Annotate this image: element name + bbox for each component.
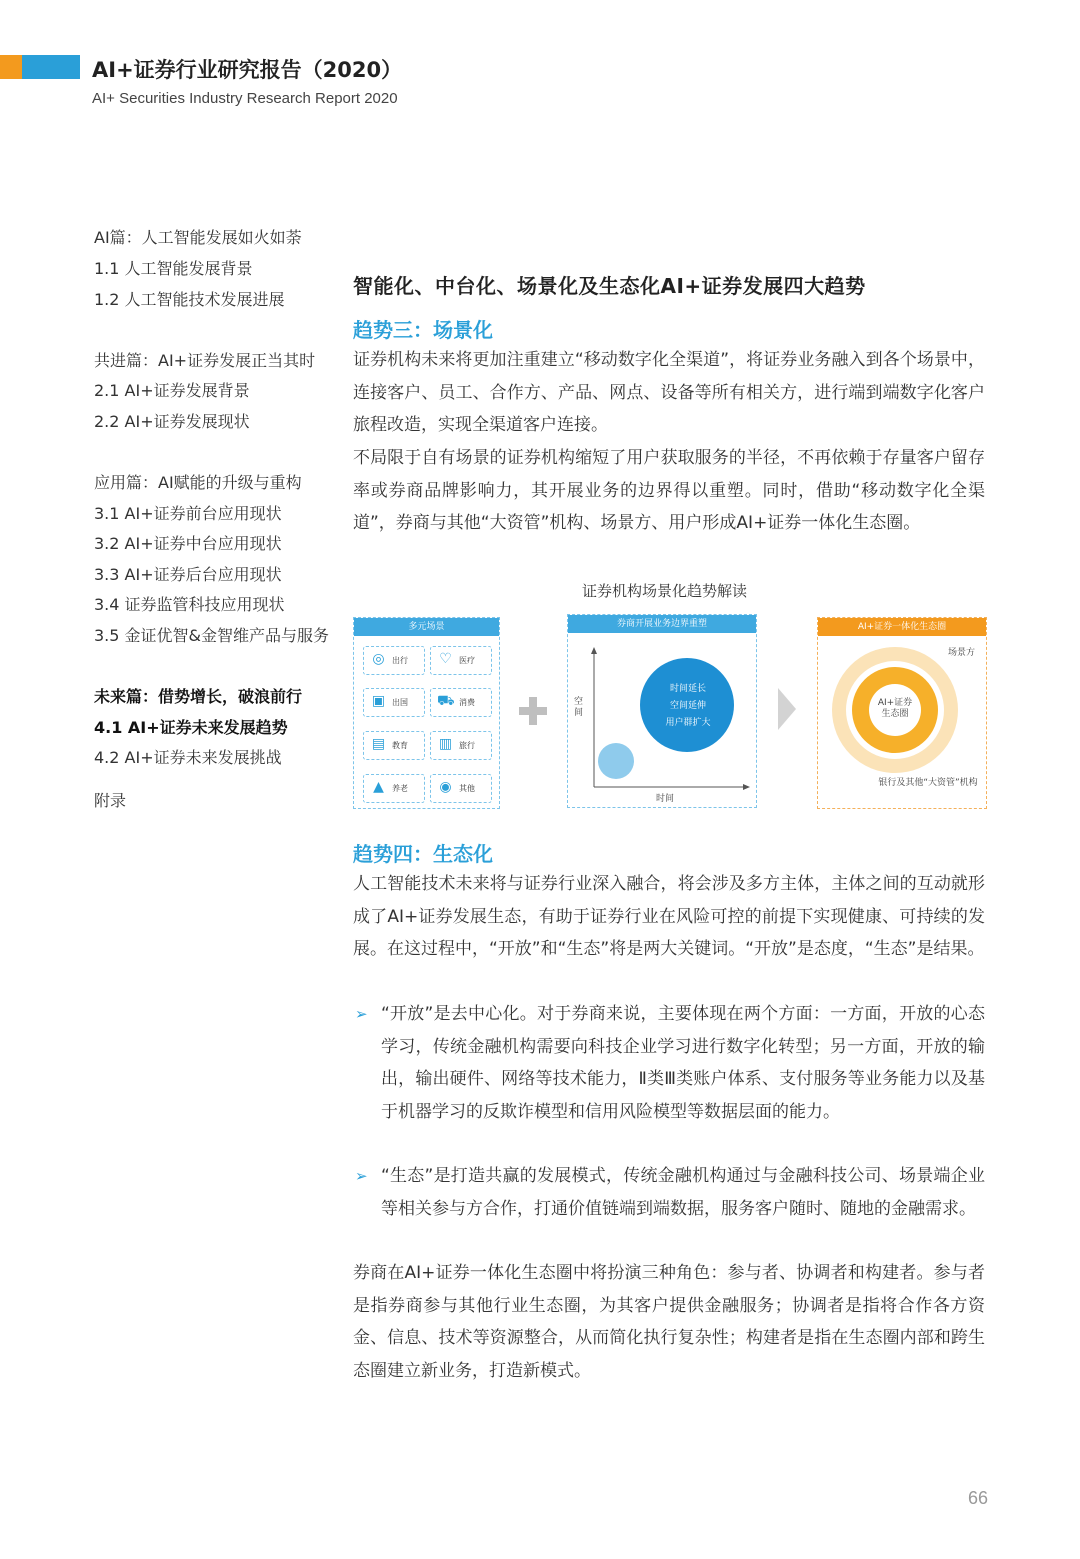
bottom-label: 银行及其他“大资管”机构	[878, 778, 978, 788]
section-title: 智能化、中台化、场景化及生态化AI+证券发展四大趋势	[353, 274, 866, 298]
toc-item[interactable]: 2.1 AI+证券发展背景	[94, 381, 250, 400]
trend3-paragraph-2: 不局限于自有场景的证券机构缩短了用户获取服务的半径，不再依赖于存量客户留存率或券商品牌影响力，其开展业务的边界得以重塑。同时，借助“移动数字化全渠道”，券商与其他“大资管”机构、场景方、用户形成AI+证券一体化生态圈。	[353, 448, 985, 533]
ecosystem-panel-header: AI+证券一体化生态圈	[818, 618, 986, 636]
small-bubble	[598, 743, 634, 779]
scene-tile	[430, 774, 492, 803]
y-axis-arrow-icon	[591, 647, 597, 654]
scene-label: 出国	[392, 698, 408, 707]
scene-label: 旅行	[459, 741, 475, 750]
toc-item[interactable]: 3.2 AI+证券中台应用现状	[94, 534, 282, 553]
toc-item[interactable]: 4.2 AI+证券未来发展挑战	[94, 748, 282, 767]
arrow-bullet-icon: ➢	[355, 1005, 368, 1023]
scenes-panel	[353, 617, 500, 809]
header-orange-bar	[0, 55, 22, 79]
report-subtitle: AI+ Securities Industry Research Report 2020	[92, 90, 398, 107]
scene-tile	[430, 688, 492, 717]
trend3-heading: 趋势三：场景化	[353, 318, 493, 342]
bullet-open	[353, 998, 985, 1128]
toc-item[interactable]: 共进篇：AI+证券发展正当其时	[94, 351, 316, 370]
toc-item[interactable]: 3.5 金证优智&金智维产品与服务	[94, 626, 330, 645]
header-blue-bar	[22, 55, 80, 79]
report-title: AI+证券行业研究报告（2020）	[92, 58, 403, 82]
diagram-title: 证券机构场景化趋势解读	[582, 582, 748, 600]
scene-label: 出行	[392, 656, 408, 665]
x-axis-arrow-icon	[743, 784, 750, 790]
bubble-line: 时间延长	[669, 684, 706, 694]
toc-item-appendix[interactable]: 附录	[94, 791, 127, 810]
bullet-ecology	[353, 1160, 985, 1225]
y-axis-label: 空间	[574, 697, 584, 718]
scene-label: 教育	[392, 741, 408, 750]
trend4-paragraph-1: 人工智能技术未来将与证券行业深入融合，将会涉及多方主体，主体之间的互动就形成了AI+证券发展生态，有助于证券行业在风险可控的前提下实现健康、可持续的发展。在这过程中，“开放”和“生态”将是两大关键词。“开放”是态度，“生态”是结果。	[353, 874, 985, 959]
bullet-open-text: “开放”是去中心化。对于券商来说，主要体现在两个方面：一方面，开放的心态学习，传统金融机构需要向科技企业学习进行数字化转型；另一方面，开放的输出，输出硬件、网络等技术能力，Ⅱ类Ⅲ类账户体系、支付服务等业务能力以及基于机器学习的反欺诈模型和信用风险模型等数据层面的能力。	[381, 1004, 985, 1122]
toc-item[interactable]: 2.2 AI+证券发展现状	[94, 412, 250, 431]
bubble-line: 空间延伸	[669, 701, 706, 711]
luggage-icon: ▥	[438, 736, 453, 752]
scene-tile	[363, 646, 425, 675]
toc-item[interactable]: 3.1 AI+证券前台应用现状	[94, 504, 282, 523]
trend3-paragraph-1: 证券机构未来将更加注重建立“移动数字化全渠道”，将证券业务融入到各个场景中，连接客户、员工、合作方、产品、网点、设备等所有相关方，进行端到端数字化客户旅程改造，实现全渠道客户连接。	[353, 350, 985, 435]
mountain-icon: ▲	[373, 779, 384, 795]
circle-icon: ◉	[439, 779, 452, 795]
toc-item[interactable]: AI篇：人工智能发展如火如荼	[94, 228, 302, 247]
plus-icon	[519, 697, 547, 725]
scene-label: 消费	[459, 698, 475, 707]
scene-tile	[363, 731, 425, 760]
bubble-line: 用户群扩大	[665, 718, 711, 728]
scene-tile	[430, 731, 492, 760]
arrow-bullet-icon: ➢	[355, 1167, 368, 1185]
toc-item-current-part[interactable]: 未来篇：借势增长，破浪前行	[94, 687, 303, 706]
ecosystem-panel	[817, 617, 987, 809]
toc-item[interactable]: 3.4 证券监管科技应用现状	[94, 595, 285, 614]
scene-label: 养老	[392, 784, 408, 793]
toc-item-current[interactable]: 4.1 AI+证券未来发展趋势	[94, 718, 288, 737]
boundary-panel	[567, 614, 757, 808]
page-number: 66	[968, 1488, 989, 1508]
chevron-right-icon	[778, 688, 796, 730]
outer-label: 场景方	[948, 648, 976, 658]
toc-item[interactable]: 1.2 人工智能技术发展进展	[94, 290, 285, 309]
bullet-ecology-text: “生态”是打造共赢的发展模式，传统金融机构通过与金融科技公司、场景端企业等相关参与方合作，打通价值链端到端数据，服务客户随时、随地的金融需求。	[381, 1166, 985, 1219]
scene-tile	[363, 688, 425, 717]
passport-icon: ▣	[371, 693, 386, 709]
steering-wheel-icon: ◎	[372, 651, 385, 667]
scene-tile	[363, 774, 425, 803]
heartbeat-icon: ♡	[439, 651, 452, 667]
toc-item[interactable]: 1.1 人工智能发展背景	[94, 259, 253, 278]
trend4-heading: 趋势四：生态化	[353, 842, 493, 866]
center-label: AI+证券生态圈	[877, 698, 913, 719]
toc-item[interactable]: 3.3 AI+证券后台应用现状	[94, 565, 282, 584]
scene-label: 其他	[459, 784, 475, 793]
boundary-panel-header: 券商开展业务边界重塑	[568, 615, 756, 633]
shopping-cart-icon: ⛟	[437, 693, 455, 709]
x-axis-label: 时间	[656, 794, 675, 804]
toc-item[interactable]: 应用篇：AI赋能的升级与重构	[94, 473, 302, 492]
scene-tile	[430, 646, 492, 675]
scenes-panel-header: 多元场景	[354, 618, 499, 636]
scene-label: 医疗	[459, 656, 475, 665]
trend4-paragraph-2: 券商在AI+证券一体化生态圈中将扮演三种角色：参与者、协调者和构建者。参与者是指券商参与其他行业生态圈，为其客户提供金融服务；协调者是指将合作各方资金、信息、技术等资源整合，从而简化执行复杂性；构建者是指在生态圈内部和跨生态圈建立新业务，打造新模式。	[353, 1263, 985, 1381]
book-icon: ▤	[371, 736, 386, 752]
